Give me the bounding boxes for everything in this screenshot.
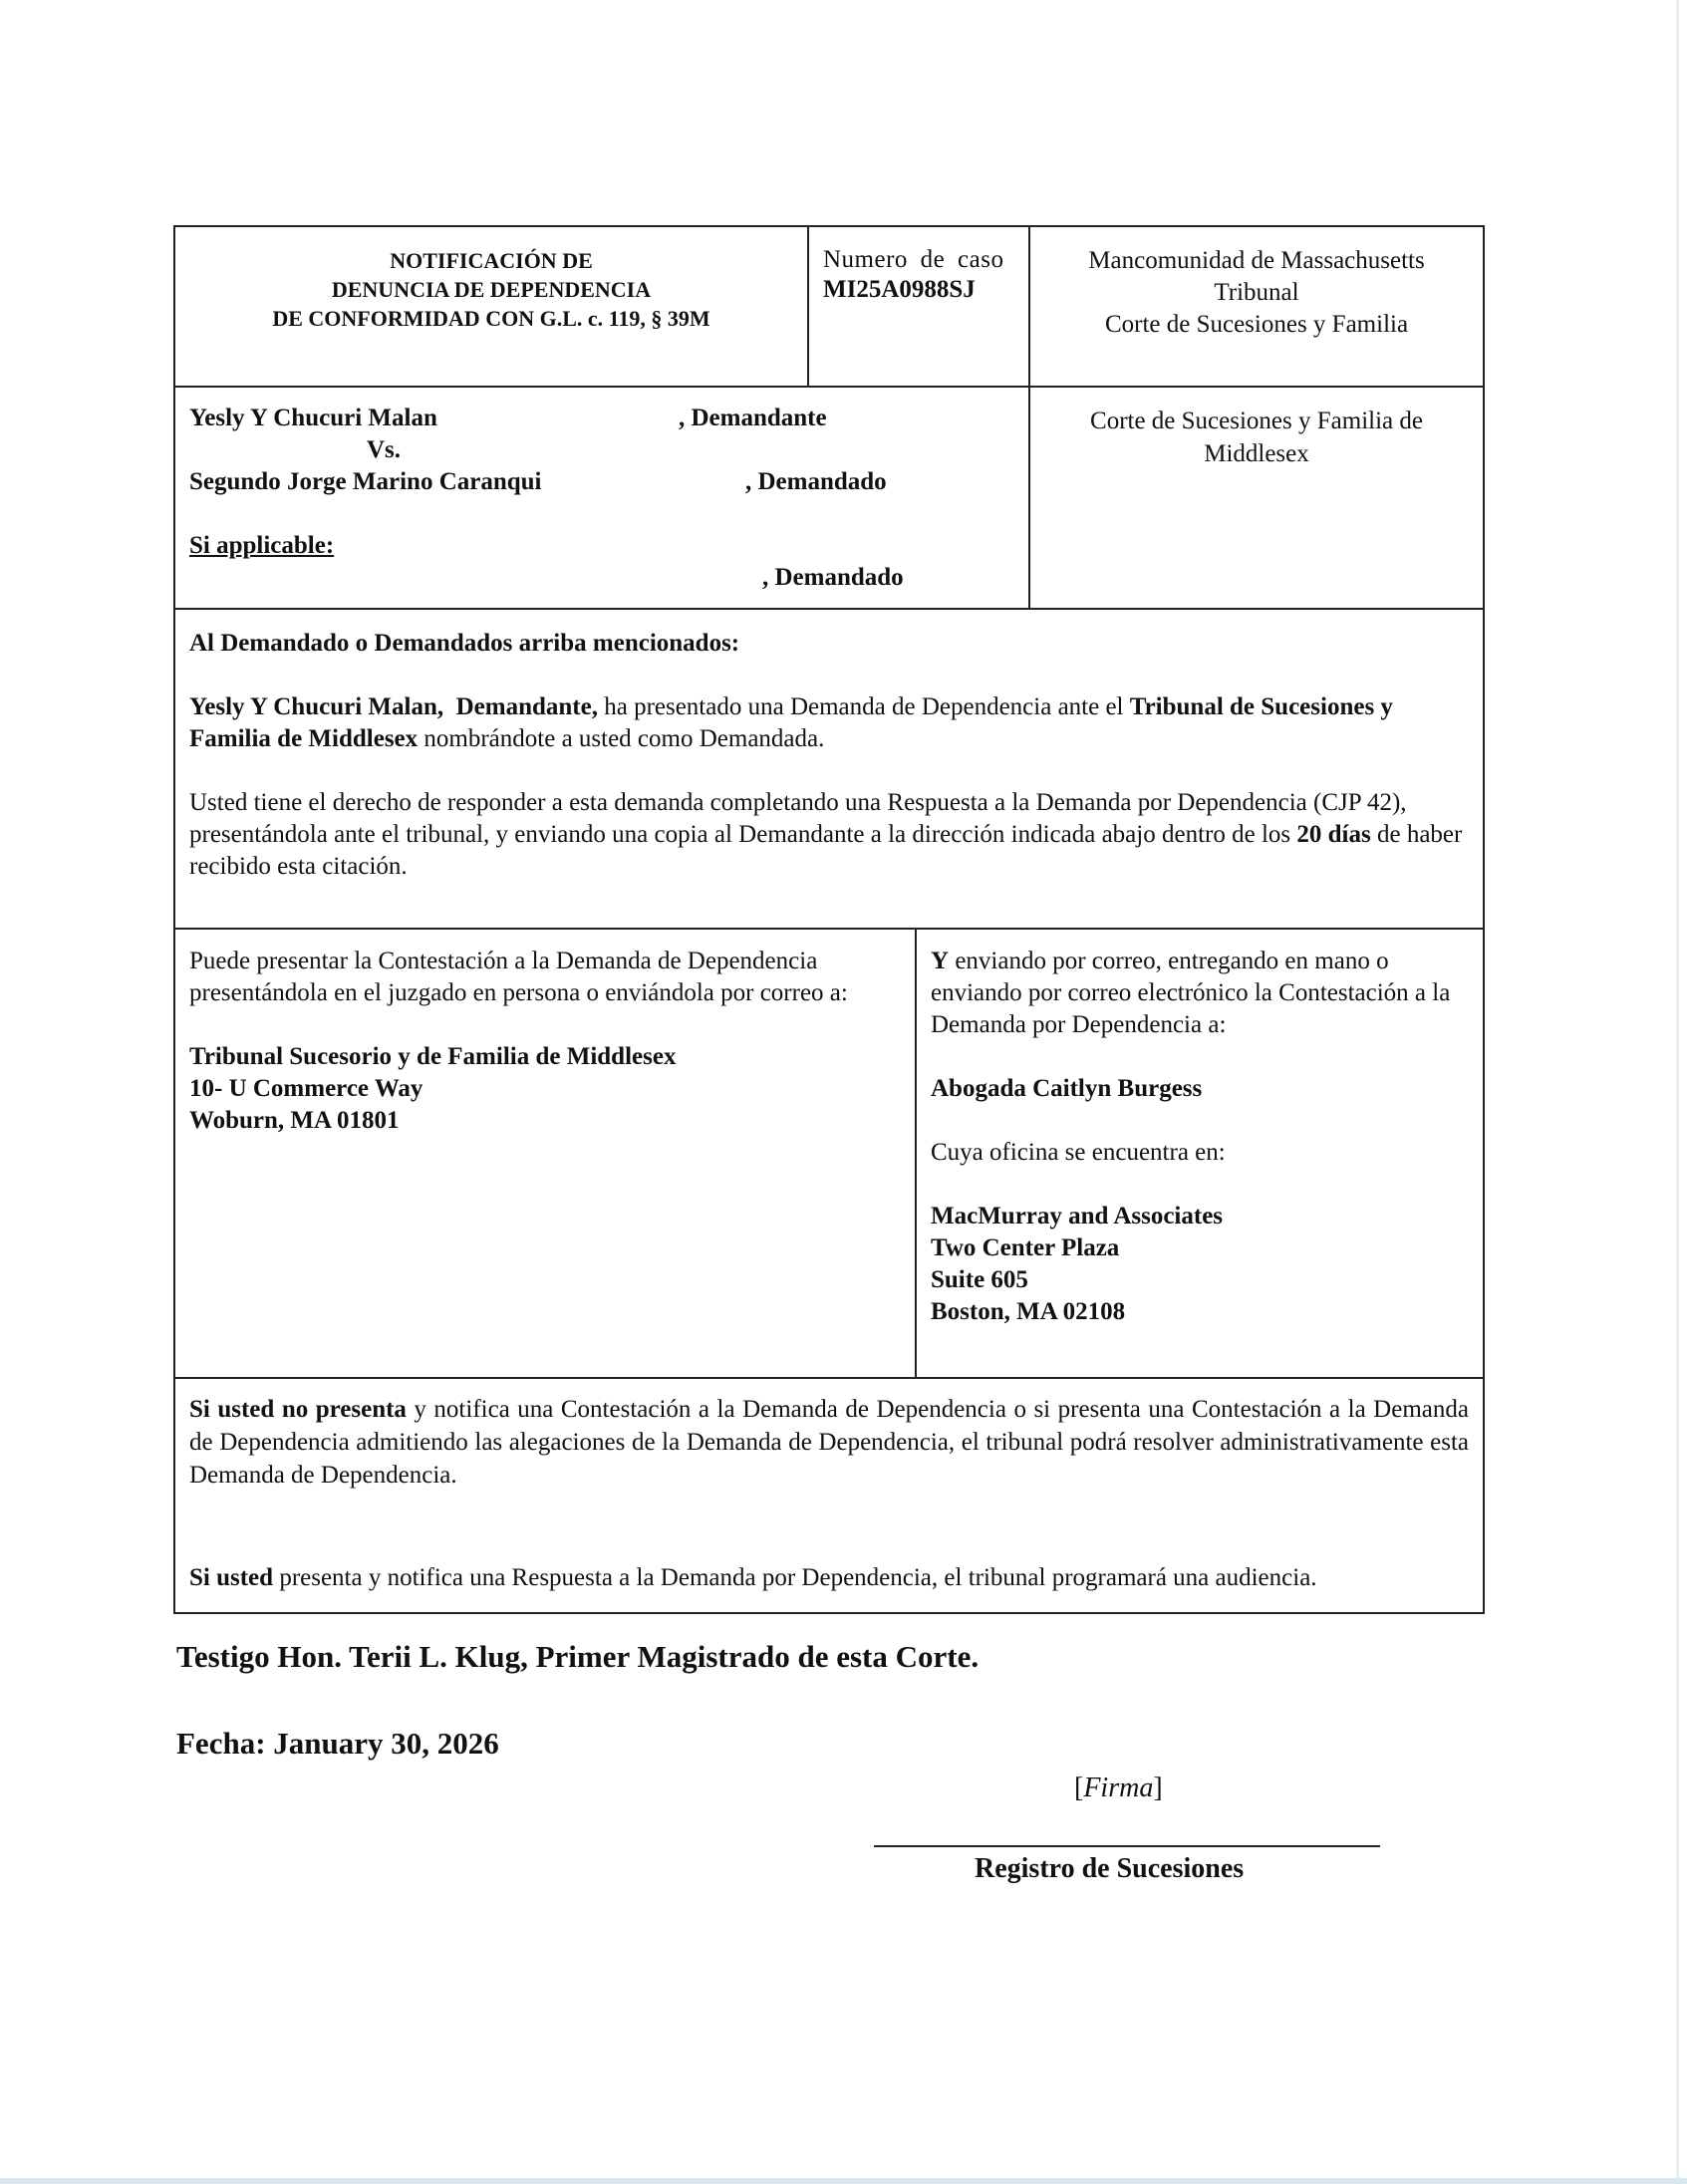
court-address-line: Tribunal Sucesorio y de Familia de Middlesex <box>189 1043 677 1070</box>
page-bottom-edge <box>0 2178 1687 2184</box>
notice-text: nombrándote a usted como Demandada. <box>418 725 825 752</box>
consequence-bold: Si usted <box>189 1564 274 1591</box>
signature-label: Firma <box>1083 1773 1154 1803</box>
notice-plaintiff: Yesly Y Chucuri Malan, <box>189 693 444 720</box>
consequences-row <box>175 1379 1483 1612</box>
office-address <box>931 1201 1469 1328</box>
office-label: Cuya oficina se encuentra en: <box>931 1139 1226 1166</box>
page-edge-shadow <box>1676 0 1679 2184</box>
court-address-line: Woburn, MA 01801 <box>189 1107 400 1134</box>
notice-text: ha presentado una Demanda de Dependencia ante el <box>597 693 1130 720</box>
signature-bracket: [ <box>1074 1773 1084 1803</box>
form-title-line: DENUNCIA DE DEPENDENCIA <box>331 277 652 302</box>
notice-text: Usted tiene el derecho de responder a esta demanda completando una Respuesta a la Demanda por Dependencia (CJP 42), presentándola ante el tribunal, y enviando una copia al Demandante a la dirección indicada abajo dentro de los <box>189 789 1407 848</box>
court-heading-line: Mancomunidad de Massachusetts <box>1088 247 1425 274</box>
notice-court-name: Tribunal de Sucesiones y Familia de Middlesex <box>189 693 1393 752</box>
attorney-service-cell <box>917 930 1483 1377</box>
consequence-text: presenta y notifica una Respuesta a la Demanda por Dependencia, el tribunal programará una audiencia. <box>273 1564 1317 1591</box>
notice-plaintiff-role: Demandante, <box>455 693 598 720</box>
versus-label: Vs. <box>367 436 402 463</box>
service-intro-bold: Y <box>931 948 950 974</box>
office-address-line: Boston, MA 02108 <box>931 1298 1126 1325</box>
defendant-role: , Demandado <box>745 468 887 495</box>
defendant-name: Segundo Jorge Marino Caranqui <box>189 468 542 495</box>
notice-greeting: Al Demandado o Demandados arriba mencionados: <box>189 630 740 657</box>
notice-paragraph-filed <box>189 691 1469 755</box>
plaintiff-role: , Demandante <box>679 405 827 431</box>
service-intro <box>931 946 1469 1041</box>
witness-line: Testigo Hon. Terii L. Klug, Primer Magistrado de esta Corte. <box>176 1639 980 1674</box>
notice-text: de haber recibido esta citación. <box>189 821 1463 880</box>
court-address <box>189 1041 901 1137</box>
consequence-text: y notifica una Contestación a la Demanda de Dependencia o si presenta una Contestación a la Demanda de Dependencia admitiendo las alegaciones de la Demanda de Dependencia, el tribunal podrá resolver administrativamente esta Demanda de Dependencia. <box>189 1396 1469 1489</box>
case-number-cell <box>809 227 1030 386</box>
office-address-line: MacMurray and Associates <box>931 1203 1224 1229</box>
plaintiff-name: Yesly Y Chucuri Malan <box>189 405 437 431</box>
defendant2-role: , Demandado <box>762 564 904 591</box>
registry-label: Registro de Sucesiones <box>975 1853 1245 1884</box>
consequence-no-answer <box>189 1393 1469 1492</box>
county-court-line: Corte de Sucesiones y Familia de <box>1090 408 1423 434</box>
notice-row <box>175 610 1483 930</box>
filing-row <box>175 930 1483 1379</box>
signature-bracket: ] <box>1153 1773 1163 1803</box>
parties-row <box>175 388 1483 610</box>
county-court-line: Middlesex <box>1204 440 1309 467</box>
signature-placeholder <box>1074 1773 1163 1804</box>
service-intro-text: enviando por correo, entregando en mano o enviando por correo electrónico la Contestación a la Demanda por Dependencia a: <box>931 948 1451 1038</box>
office-address-line: Two Center Plaza <box>931 1234 1120 1261</box>
case-number-label: Numero de caso <box>823 246 1004 273</box>
court-heading <box>1030 227 1483 386</box>
date-line: Fecha: January 30, 2026 <box>176 1726 499 1761</box>
attorney-name: Abogada Caitlyn Burgess <box>931 1075 1203 1102</box>
office-address-line: Suite 605 <box>931 1266 1028 1293</box>
signature-line <box>874 1845 1380 1847</box>
if-applicable-label: Si applicable: <box>189 532 335 559</box>
court-heading-line: Corte de Sucesiones y Familia <box>1104 311 1409 338</box>
form-title <box>175 227 809 386</box>
county-court <box>1030 388 1483 608</box>
case-number-value: MI25A0988SJ <box>823 276 976 303</box>
court-filing-intro: Puede presentar la Contestación a la Demanda de Dependencia presentándola en el juzgado en persona o enviándola por correo a: <box>189 948 848 1006</box>
court-filing-cell <box>175 930 917 1377</box>
notice-paragraph-right <box>189 787 1469 883</box>
notice-form-table <box>173 225 1485 1614</box>
consequence-answer <box>189 1561 1469 1594</box>
response-days: 20 días <box>1296 821 1371 848</box>
header-row <box>175 227 1483 388</box>
form-title-line: DE CONFORMIDAD CON G.L. c. 119, § 39M <box>272 306 710 331</box>
court-address-line: 10- U Commerce Way <box>189 1075 423 1102</box>
form-title-line: NOTIFICACIÓN DE <box>390 248 593 273</box>
parties-cell <box>175 388 1030 608</box>
court-heading-line: Tribunal <box>1214 279 1299 306</box>
consequence-bold: Si usted no presenta <box>189 1396 407 1423</box>
